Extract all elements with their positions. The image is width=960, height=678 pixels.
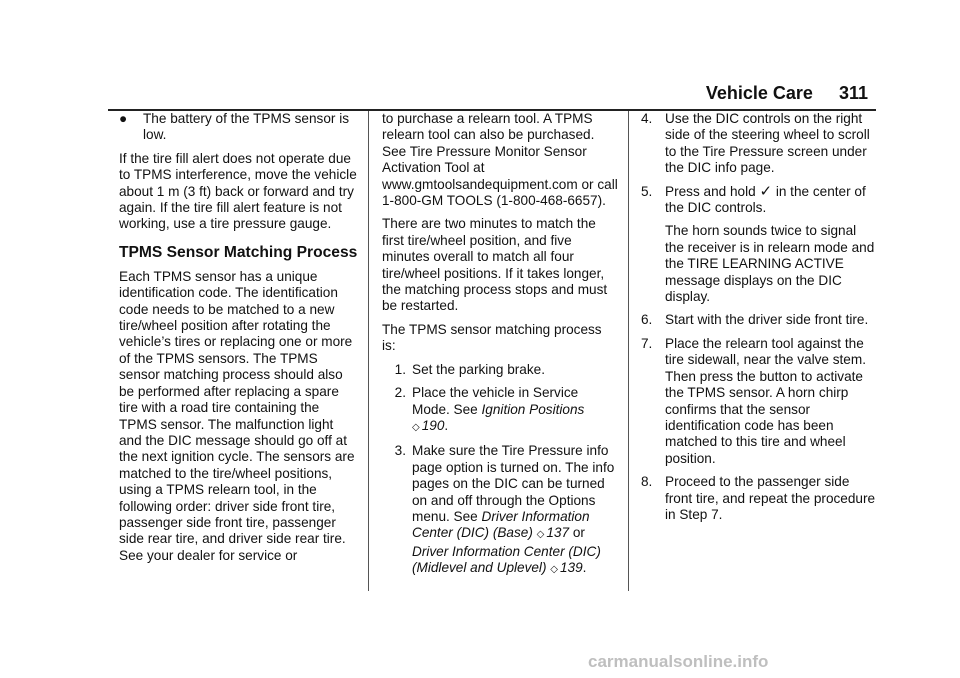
step-text: Use the DIC controls on the right side of the steering wheel to scroll to the Tire Pressure screen under the DIC info page.: [665, 111, 870, 176]
step-note: The horn sounds twice to signal the receiver is in relearn mode and the TIRE LEARNING ACTIVE message displays on the DIC display.: [665, 223, 875, 305]
step-number: 2.: [394, 385, 406, 401]
column-2: [382, 111, 618, 586]
list-item: [119, 111, 359, 144]
step-text: Set the parking brake.: [412, 361, 545, 377]
list-item: 3. Make sure the Tire Pressure info page option is turned on. The info pages on the DIC can be turned on and off through the Options menu. See Driver Information Center (DIC) (Base) ◇ 137 or Driver Information Center (DIC) (Midlevel and Uplevel) ◇ 139.: [382, 443, 618, 578]
step-text: in the center of the DIC controls.: [665, 183, 866, 216]
list-item: [382, 362, 618, 378]
section-heading: TPMS Sensor Matching Process: [119, 243, 358, 261]
step-number: 7.: [641, 335, 653, 351]
paragraph: There are two minutes to match the first tire/wheel position, and five minutes overall to match all four tire/wheel positions. If it takes longer, the matching process stops and must be restarted.: [382, 216, 608, 314]
page-header: [648, 83, 868, 107]
checkmark-icon: ✓: [759, 182, 773, 200]
column-3: [641, 111, 877, 530]
list-item: [641, 474, 877, 523]
cross-reference-link[interactable]: Driver Information Center (DIC) (Base): [412, 508, 590, 541]
section-title: Vehicle Care: [705, 83, 813, 103]
page-reference-icon: ◇: [412, 421, 420, 433]
paragraph: Each TPMS sensor has a unique identification code. The identification code needs to be matched to a new tire/wheel position after rotating the vehicle’s tires or replacing one or more of the TPMS sensors. The TPMS sensor matching process should also be performed after replacing a spare tire with a road tire containing the TPMS sensor. The malfunction light and the DIC message should go off at the next ignition cycle. The sensors are matched to the tire/wheel positions, using a TPMS relearn tool, in the following order: driver side front tire, passenger side front tire, passenger side rear tire, and driver side rear tire. See your dealer for service or: [119, 268, 355, 563]
page-reference-icon: ◇: [536, 529, 545, 541]
step-text: Start with the driver side front tire.: [665, 312, 869, 328]
page-reference[interactable]: 139: [559, 560, 583, 576]
page-reference-icon: ◇: [550, 564, 558, 576]
paragraph: If the tire fill alert does not operate due to TPMS interference, move the vehicle about 1 m (3 ft) back or forward and try again. If the tire fill alert feature is not working, use a tire pressure gauge.: [119, 150, 357, 232]
step-number: 3.: [394, 443, 406, 459]
column-divider: [368, 111, 369, 591]
list-item: 2. Place the vehicle in Service Mode. See Ignition Positions ◇ 190.: [382, 385, 618, 436]
column-1: [119, 111, 359, 571]
paragraph: to purchase a relearn tool. A TPMS relearn tool can also be purchased. See Tire Pressure Monitor Sensor Activation Tool at www.gmtoolsandequipment.com or call 1-800-GM TOOLS (1-800-468-6657).: [382, 111, 618, 209]
step-text: Proceed to the passenger side front tire, and repeat the procedure in Step 7.: [665, 474, 876, 522]
cross-reference-link[interactable]: Ignition Positions: [481, 401, 585, 417]
watermark: carmanualsonline.info: [588, 652, 769, 671]
step-text: Press and hold: [665, 183, 760, 199]
page-number: 311: [838, 83, 868, 103]
step-number: 1.: [394, 361, 406, 377]
cross-reference-link[interactable]: Driver Information Center (DIC) (Midlevel and Uplevel): [412, 543, 601, 576]
page-reference[interactable]: 190: [421, 417, 445, 433]
step-text: Place the vehicle in Service Mode. See: [412, 385, 579, 417]
step-text: Place the relearn tool against the tire sidewall, near the valve stem. Then press the button to activate the TPMS sensor. A horn chirp confirms that the sensor identification code has been matched to this tire and wheel position.: [665, 335, 866, 466]
paragraph: The TPMS sensor matching process is:: [382, 321, 602, 354]
list-item: [641, 312, 877, 328]
step-number: 4.: [641, 111, 653, 126]
step-number: 6.: [641, 312, 653, 328]
step-text: Make sure the Tire Pressure info page option is turned on. The info pages on the DIC can be turned on and off through the Options menu. See: [412, 443, 615, 524]
bullet-text: The battery of the TPMS sensor is low.: [143, 111, 350, 143]
list-item: [641, 336, 877, 467]
step-number: 5.: [641, 183, 653, 199]
list-item: [641, 184, 877, 217]
step-number: 8.: [641, 474, 653, 490]
list-item: [641, 111, 877, 177]
page-reference[interactable]: 137: [546, 525, 570, 541]
column-divider: [628, 111, 629, 591]
bullet-icon: ●: [119, 111, 128, 126]
conjunction: or: [572, 525, 585, 541]
